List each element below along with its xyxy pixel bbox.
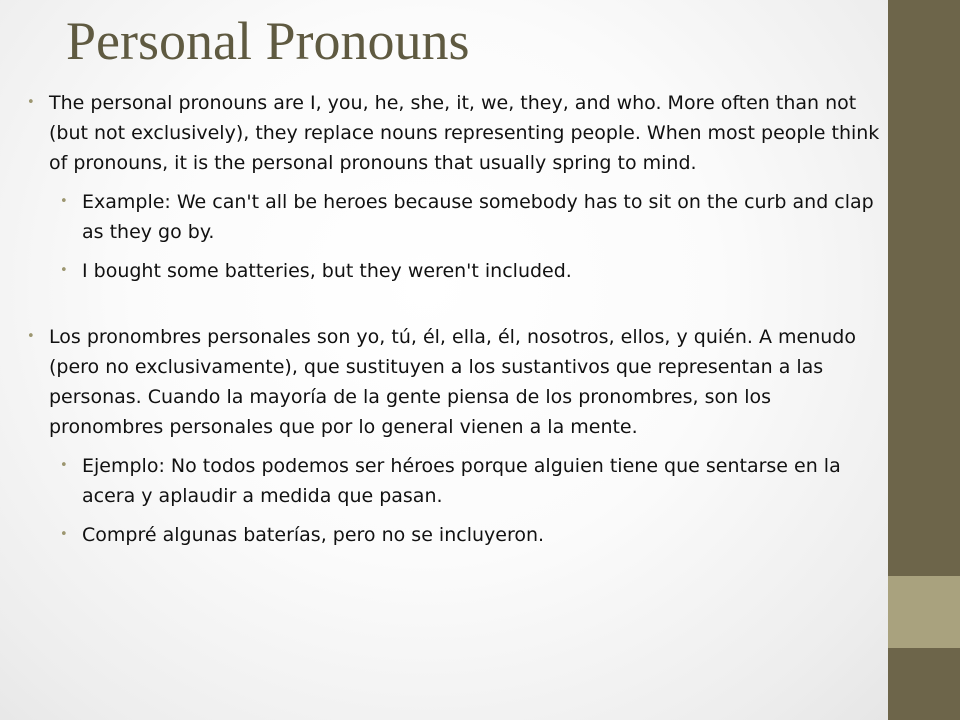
bullet-icon: • [27,95,35,110]
sub-bullet-point [60,451,882,511]
bullet-point [27,322,888,442]
slide-title: Personal Pronouns [66,11,470,71]
slide-body [0,88,888,550]
sub-bullet-text: Example: We can't all be heroes because somebody has to sit on the curb and clap as they go by. [82,191,874,243]
bullet-text: The personal pronouns are I, you, he, she, it, we, they, and who. More often than not (but not exclusively), they replace nouns representing people. When most people think of pronouns, it is the personal pronouns that usually spring to mind. [49,92,880,174]
bullet-icon: • [60,458,68,473]
bullet-text: Los pronombres personales son yo, tú, él, ella, él, nosotros, ellos, y quién. A menudo (pero no exclusivamente), que sustituyen a los sustantivos que representan a las personas. Cuando la mayoría de la gente piensa de los pronombres, son los pronombres personales que por lo general vienen a la mente. [49,326,856,438]
decorative-sidebar [888,0,960,720]
sub-bullet-text: Compré algunas baterías, pero no se incluyeron. [82,524,545,546]
sidebar-dark-block [888,0,960,576]
sub-bullet-point [60,520,882,550]
bullet-point [27,88,888,178]
sub-bullet-point [60,256,882,286]
bullet-icon: • [60,527,68,542]
bullet-icon: • [60,194,68,209]
sidebar-light-block [888,576,960,648]
sub-bullet-point [60,187,882,247]
sub-bullet-text: Ejemplo: No todos podemos ser héroes porque alguien tiene que sentarse en la acera y aplaudir a medida que pasan. [82,455,841,507]
sidebar-dark-block-bottom [888,648,960,720]
bullet-icon: • [60,263,68,278]
sub-bullet-text: I bought some batteries, but they weren't included. [82,260,572,282]
bullet-icon: • [27,329,35,344]
